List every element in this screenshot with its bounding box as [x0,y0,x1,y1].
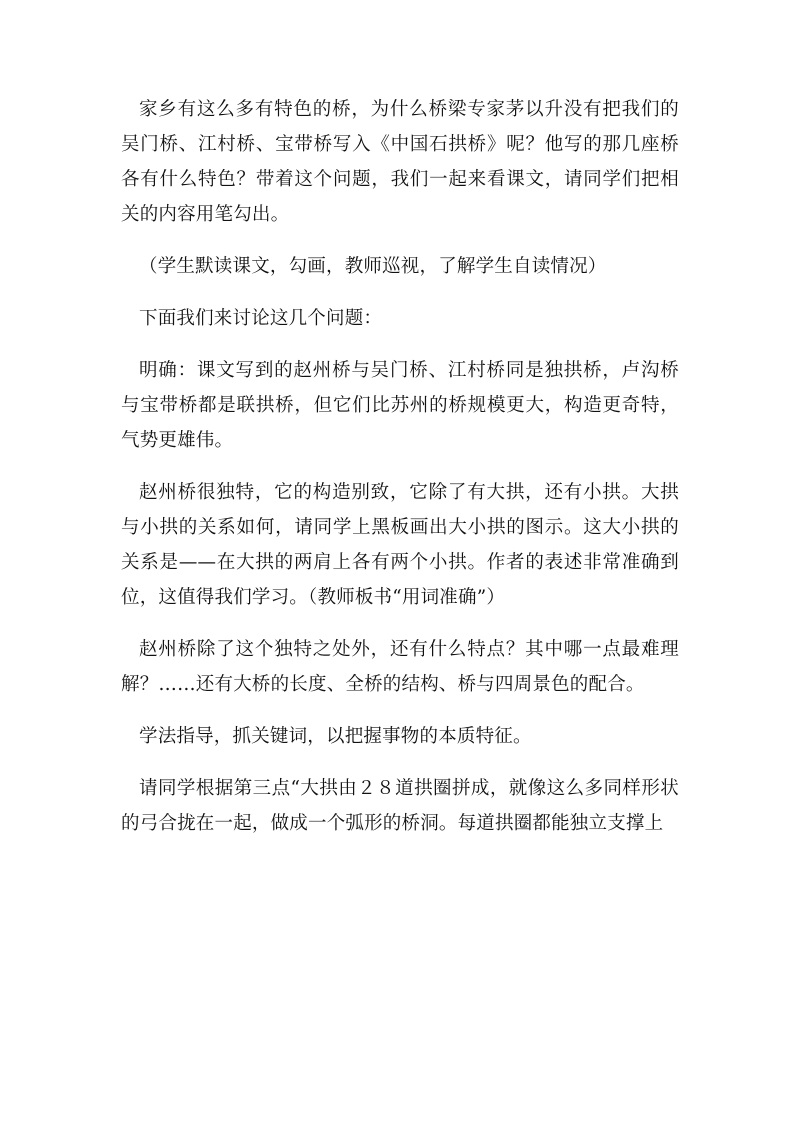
paragraph-third-point: 请同学根据第三点“大拱由２８道拱圈拼成，就像这么多同样形状的弓合拢在一起，做成一个弧形的桥洞。每道拱圈都能独立支撑上 [121,778,679,834]
paragraph-clarification: 明确：课文写到的赵州桥与吴门桥、江村桥同是独拱桥，卢沟桥与宝带桥都是联拱桥，但它们比苏州的桥规模更大，构造更奇特，气势更雄伟。 [121,360,679,451]
paragraph-discussion-prompt: 下面我们来讨论这几个问题： [139,308,383,329]
paragraph-zhaozhou-structure: 赵州桥很独特，它的构造别致，它除了有大拱，还有小拱。大拱与小拱的关系如何，请同学上黑板画出大小拱的图示。这大小拱的关系是——在大拱的两肩上各有两个小拱。作者的表述非常准确到位，这值得我们学习。（教师板书“用词准确”） [121,482,679,608]
paragraph-zhaozhou-features: 赵州桥除了这个独特之处外，还有什么特点？其中哪一点最难理解？……还有大桥的长度、全桥的结构、桥与四周景色的配合。 [121,639,679,695]
paragraph-method-guidance: 学法指导，抓关键词，以把握事物的本质特征。 [139,726,532,747]
document-page [121,92,679,841]
paragraph-student-reading: （学生默读课文，勾画，教师巡视，了解学生自读情况） [139,256,607,277]
paragraph-intro: 家乡有这么多有特色的桥，为什么桥梁专家茅以升没有把我们的吴门桥、江村桥、宝带桥写入《中国石拱桥》呢？他写的那几座桥各有什么特色？带着这个问题，我们一起来看课文，请同学们把相关的内容用笔勾出。 [121,99,679,225]
